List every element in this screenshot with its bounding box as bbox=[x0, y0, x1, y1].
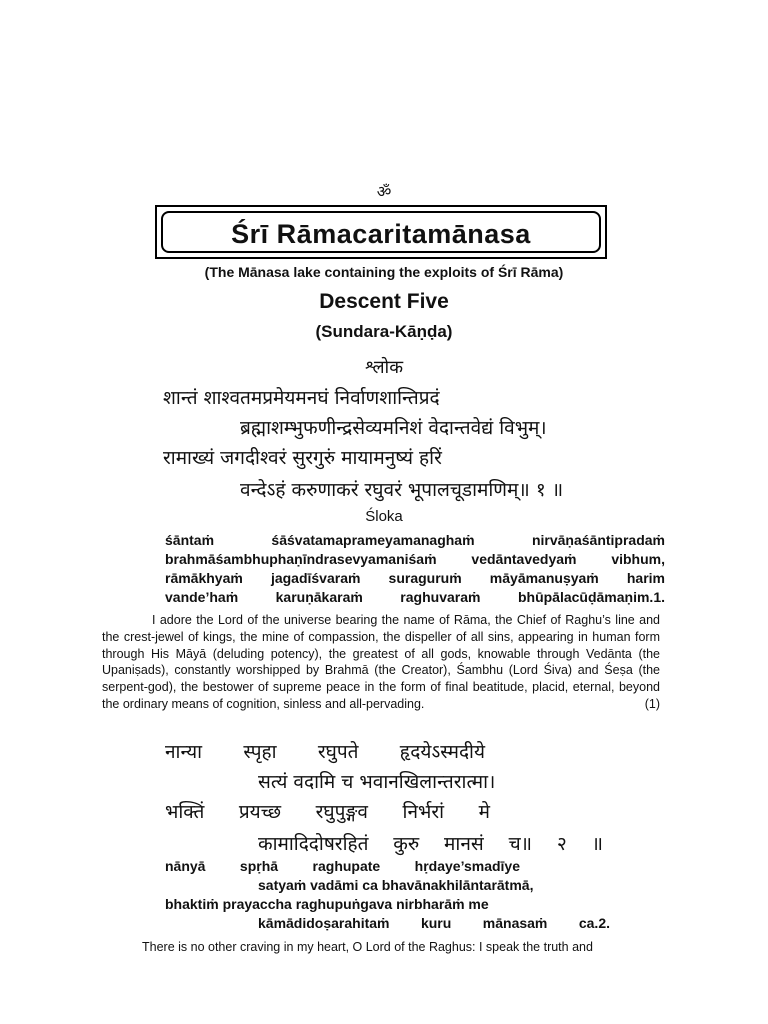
verse1-sanskrit-line: वन्देऽहं करुणाकरं रघुवरं भूपालचूडामणिम्॥ १ ॥ bbox=[240, 479, 564, 501]
title-frame bbox=[155, 205, 607, 259]
verse1-translation bbox=[102, 612, 660, 713]
verse2-transliteration-line: satyaṁ vadāmi ca bhavānakhilāntarātmā, bbox=[258, 877, 534, 893]
verse1-sanskrit-line: रामाख्यं जगदीश्वरं सुरगुरुं मायामनुष्यं हरिं bbox=[163, 447, 442, 469]
verse2-sanskrit-line: कामादिदोषरहितं कुरु मानसं च॥ २ ॥ bbox=[258, 833, 603, 855]
verse1-transliteration-line: śāntaṁ śāśvatamaprameyamanaghaṁ nirvāṇaśāntipradaṁ bbox=[165, 532, 665, 548]
verse2-translation: There is no other craving in my heart, O Lord of the Raghus: I speak the truth and bbox=[142, 940, 593, 954]
verse2-transliteration-line: nānyā spṛhā raghupate hṛdaye’smadīye bbox=[165, 858, 520, 874]
descent-heading: Descent Five bbox=[319, 290, 449, 313]
verse1-number: (1) bbox=[644, 696, 660, 711]
kanda-heading: (Sundara-Kāṇḍa) bbox=[315, 322, 453, 341]
verse2-sanskrit-line: नान्या स्पृहा रघुपते हृदयेऽस्मदीये bbox=[165, 741, 485, 763]
verse1-transliteration-line: rāmākhyaṁ jagadīśvaraṁ suraguruṁ māyāmanuṣyaṁ harim bbox=[165, 570, 665, 586]
book-title: Śrī Rāmacaritamānasa bbox=[161, 211, 601, 253]
verse1-transliteration-line: brahmāśambhuphaṇīndrasevyamaniśaṁ vedāntavedyaṁ vibhum, bbox=[165, 551, 665, 567]
verse2-transliteration-line: bhaktiṁ prayaccha raghupuṅgava nirbharāṁ me bbox=[165, 896, 489, 912]
verse1-sanskrit-line: ब्रह्माशम्भुफणीन्द्रसेव्यमनिशं वेदान्तवेद्यं विभुम्। bbox=[240, 417, 547, 439]
verse2-sanskrit-line: सत्यं वदामि च भवानखिलान्तरात्मा। bbox=[258, 771, 496, 793]
sloka-label-roman: Śloka bbox=[365, 508, 403, 525]
om-symbol: ॐ bbox=[376, 182, 392, 201]
verse1-sanskrit-line: शान्तं शाश्वतमप्रमेयमनघं निर्वाणशान्तिप्रदं bbox=[163, 387, 440, 409]
sloka-label-devanagari: श्लोक bbox=[364, 357, 404, 378]
verse1-transliteration-line: vande’haṁ karuṇākaraṁ raghuvaraṁ bhūpālacūḍāmaṇim.1. bbox=[165, 589, 665, 605]
verse1-translation-text: I adore the Lord of the universe bearing the name of Rāma, the Chief of Raghu’s line and the crest-jewel of kings, the mine of compassion, the dispeller of all sins, appearing in human form through His Māyā (deluding potency), the greatest of all gods, knowable through Vedānta (the Upaniṣads), constantly worshipped by Brahmā (the Creator), Śambhu (Lord Śiva) and Śeṣa (the serpent-god), the bestower of supreme peace in the form of final beatitude, placid, eternal, beyond the ordinary means of cognition, sinless and all-pervading. bbox=[102, 613, 660, 711]
book-subtitle: (The Mānasa lake containing the exploits of Śrī Rāma) bbox=[204, 264, 564, 280]
verse2-sanskrit-line: भक्तिं प्रयच्छ रघुपुङ्गव निर्भरां मे bbox=[165, 801, 490, 823]
verse2-transliteration-line: kāmādidoṣarahitaṁ kuru mānasaṁ ca.2. bbox=[258, 915, 610, 931]
